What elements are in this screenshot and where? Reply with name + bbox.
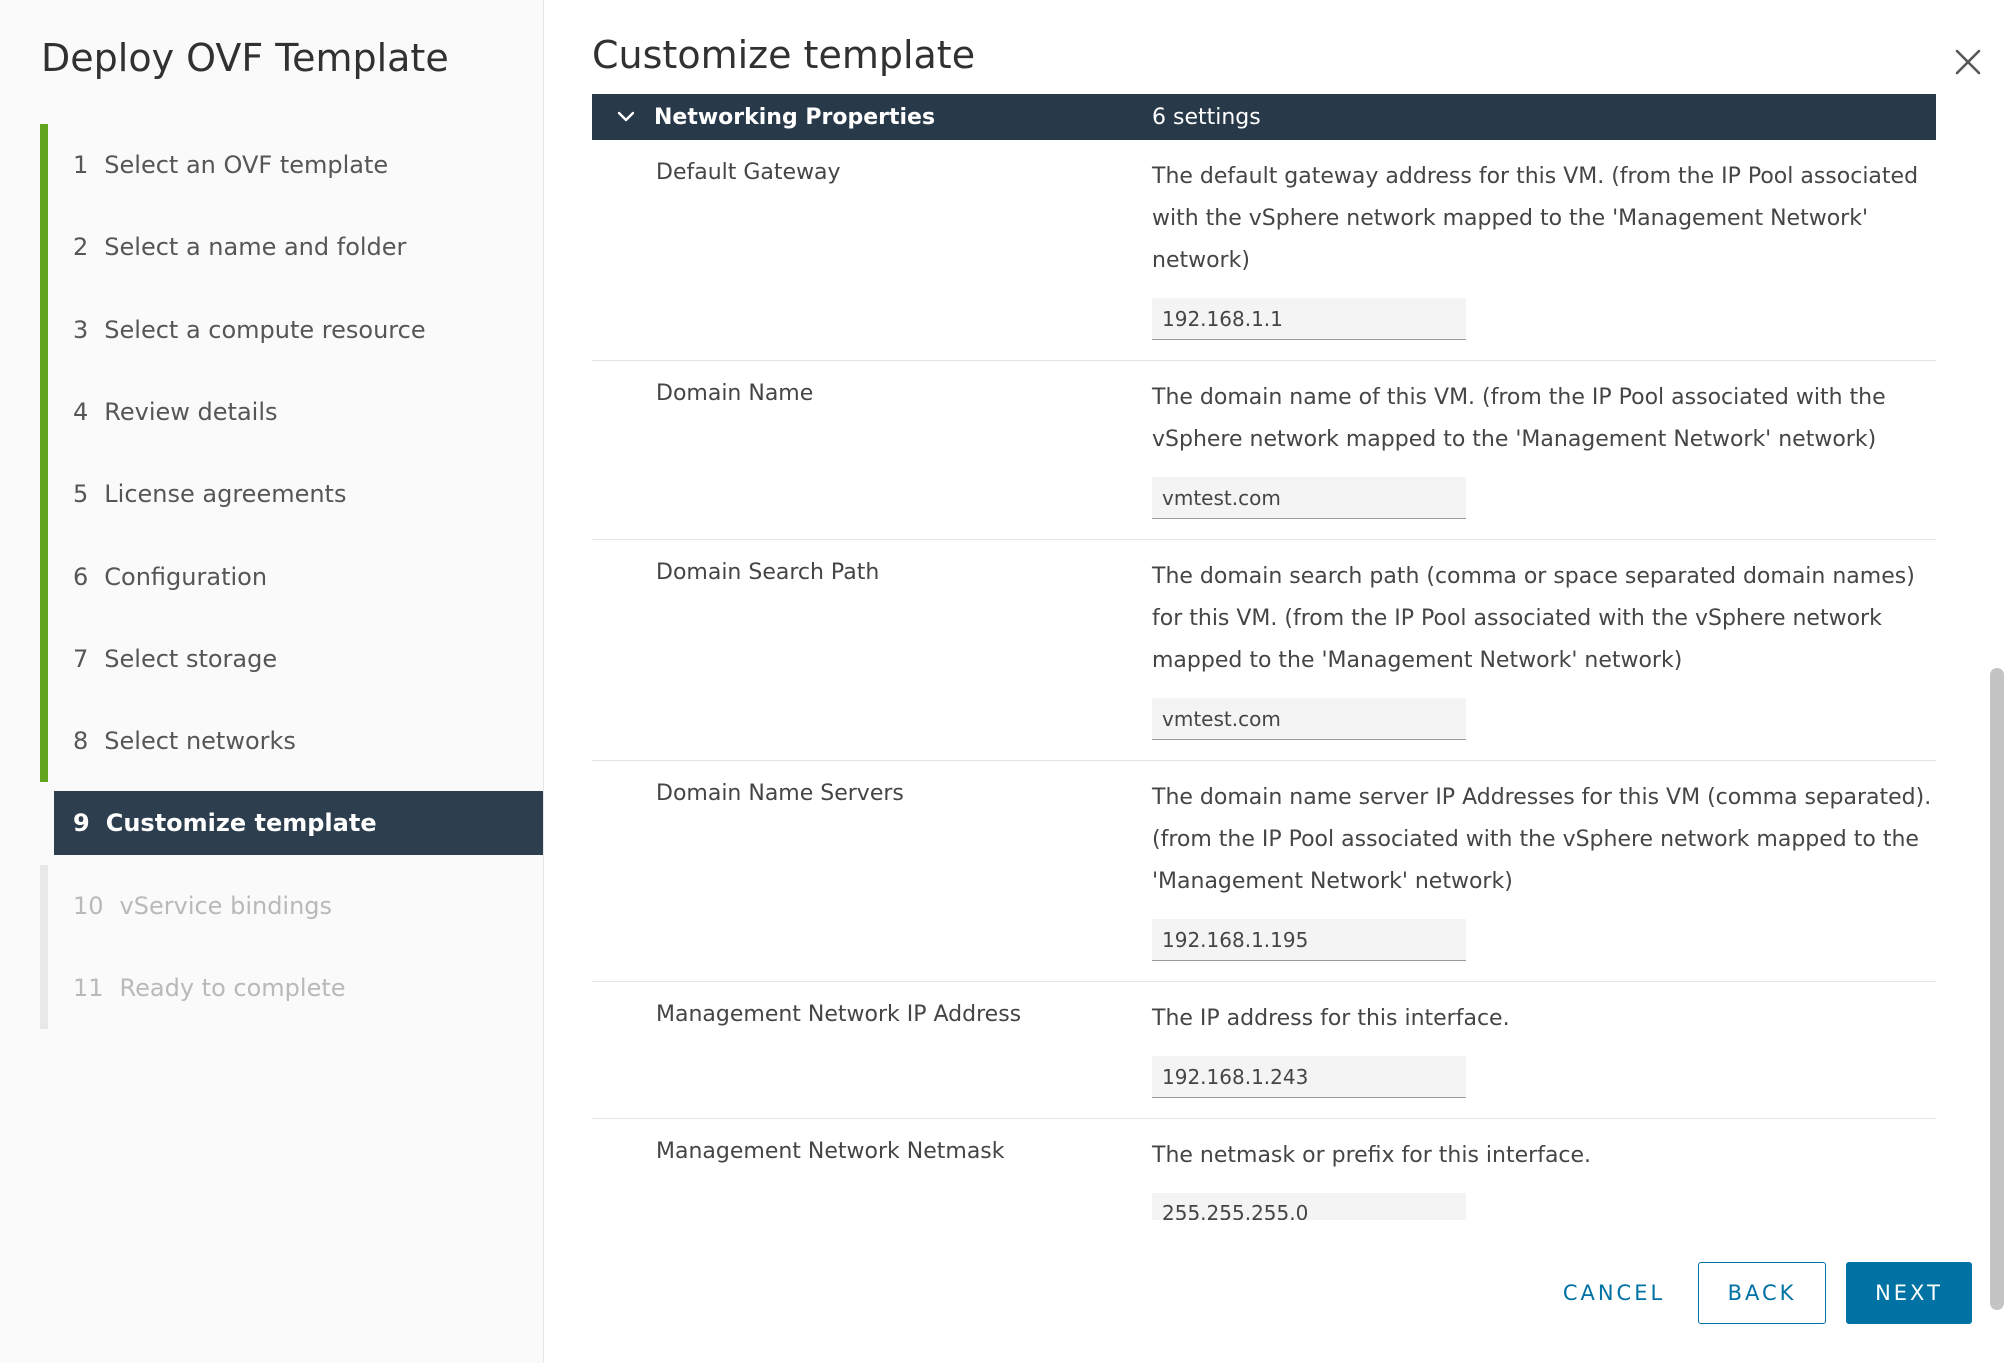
step-select-compute-resource[interactable]: [40, 289, 543, 371]
property-label: Domain Search Path: [656, 560, 880, 585]
step-label: License agreements: [104, 480, 347, 509]
step-label: Select an OVF template: [104, 151, 389, 180]
step-label: Select a name and folder: [104, 233, 407, 262]
step-number: 4: [73, 398, 89, 427]
step-label: Review details: [104, 398, 278, 427]
step-customize-template[interactable]: [54, 791, 543, 855]
step-number: 1: [73, 151, 89, 180]
step-number: 11: [73, 974, 104, 1003]
property-row: [592, 1119, 1936, 1220]
step-number: 3: [73, 315, 89, 344]
property-description: The IP address for this interface.: [1152, 1006, 1510, 1031]
step-review-details[interactable]: [40, 371, 543, 453]
property-label: Domain Name Servers: [656, 781, 904, 806]
page-title: Customize template: [592, 33, 976, 77]
step-number: 10: [73, 891, 104, 920]
close-icon: [1950, 44, 1986, 80]
chevron-down-icon: [616, 107, 636, 127]
property-label: Domain Name: [656, 381, 814, 406]
property-label: Management Network Netmask: [656, 1139, 1005, 1164]
step-label: Select storage: [104, 644, 278, 673]
management-ip-address-input[interactable]: [1152, 1056, 1466, 1098]
property-label: Default Gateway: [656, 160, 841, 185]
group-settings-count: 6 settings: [1152, 104, 1261, 130]
template-properties-panel: [592, 94, 1936, 1220]
step-label: Ready to complete: [119, 974, 346, 1003]
step-label: Select networks: [104, 727, 296, 756]
group-name: Networking Properties: [654, 104, 936, 130]
close-button[interactable]: [1950, 44, 1986, 80]
step-number: 5: [73, 480, 89, 509]
property-label: Management Network IP Address: [656, 1002, 1022, 1027]
property-row: [592, 140, 1936, 361]
step-license-agreements[interactable]: [40, 453, 543, 535]
step-vservice-bindings: [40, 865, 543, 947]
step-configuration[interactable]: [40, 535, 543, 617]
property-description: The netmask or prefix for this interface.: [1152, 1143, 1592, 1168]
step-select-networks[interactable]: [40, 700, 543, 782]
step-label: Customize template: [105, 809, 377, 838]
property-row: [592, 761, 1936, 982]
wizard-sidebar: [0, 0, 544, 1363]
management-netmask-input[interactable]: [1152, 1193, 1466, 1220]
step-number: 6: [73, 562, 89, 591]
domain-search-path-input[interactable]: [1152, 698, 1466, 740]
step-number: 8: [73, 727, 89, 756]
group-header-networking[interactable]: [592, 94, 1936, 140]
step-select-ovf-template[interactable]: [40, 124, 543, 206]
property-row: [592, 361, 1936, 540]
step-number: 2: [73, 233, 89, 262]
domain-name-servers-input[interactable]: [1152, 919, 1466, 961]
step-label: vService bindings: [119, 891, 333, 920]
property-row: [592, 982, 1936, 1119]
step-label: Configuration: [104, 562, 268, 591]
default-gateway-input[interactable]: [1152, 298, 1466, 340]
wizard-title: Deploy OVF Template: [41, 36, 449, 80]
next-button[interactable]: NEXT: [1846, 1262, 1972, 1324]
property-description: The domain search path (comma or space separated domain names) for this VM. (from the IP Pool associated with the vSphere network mapped to the 'Management Network' network): [1152, 564, 1915, 673]
cancel-button[interactable]: CANCEL: [1546, 1262, 1682, 1324]
scrollbar-thumb[interactable]: [1990, 668, 2004, 1310]
property-description: The domain name server IP Addresses for this VM (comma separated). (from the IP Pool associated with the vSphere network mapped to the 'Management Network' network): [1152, 785, 1932, 894]
property-description: The domain name of this VM. (from the IP Pool associated with the vSphere network mapped to the 'Management Network' network): [1152, 385, 1886, 452]
step-label: Select a compute resource: [104, 315, 426, 344]
scrollbar[interactable]: [1988, 94, 2006, 1220]
step-number: 7: [73, 644, 89, 673]
step-number: 9: [73, 809, 90, 838]
step-select-name-folder[interactable]: [40, 206, 543, 288]
property-description: The default gateway address for this VM. (from the IP Pool associated with the vSphere network mapped to the 'Management Network' network): [1152, 164, 1919, 273]
step-select-storage[interactable]: [40, 618, 543, 700]
step-ready-to-complete: [40, 947, 543, 1029]
wizard-steps: [40, 124, 543, 1029]
back-button[interactable]: BACK: [1698, 1262, 1826, 1324]
property-row: [592, 540, 1936, 761]
domain-name-input[interactable]: [1152, 477, 1466, 519]
